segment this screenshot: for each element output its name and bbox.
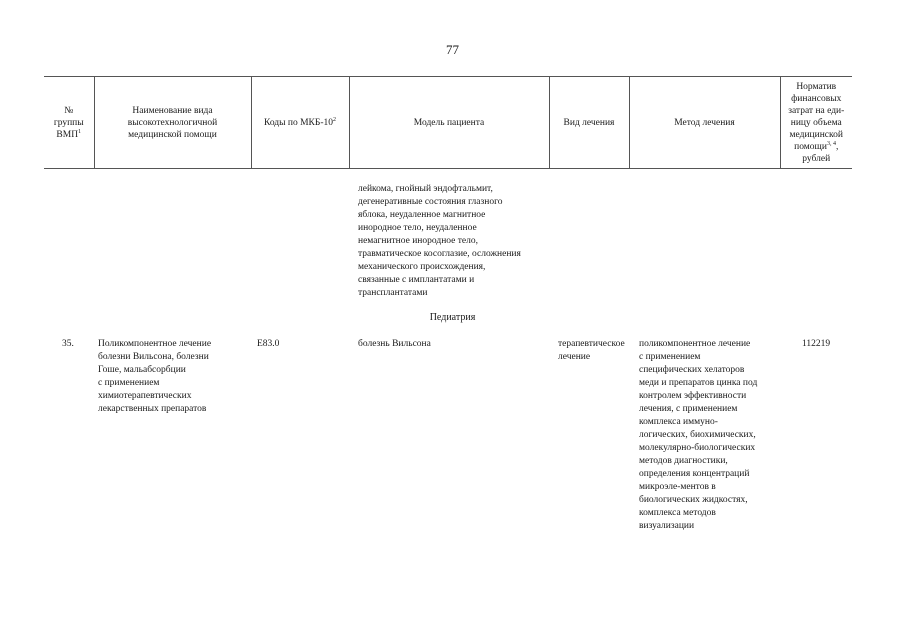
section-title: Педиатрия <box>429 312 476 323</box>
page-number: 77 <box>446 42 459 57</box>
header-care-type: Наименование вида высокотехнологичной медицинской помощи <box>94 77 251 169</box>
header-icd-codes: Коды по МКБ-$10^2$ <box>251 77 349 169</box>
header-patient-model: Модель пациента <box>349 77 549 169</box>
row-treatment-kind: терапевтическое лечение <box>558 339 625 362</box>
header-treatment-method: Метод лечения <box>629 77 780 169</box>
row-patient-model: болезнь Вильсона <box>358 339 431 349</box>
header-group-number: № группы ВМП$^1$ <box>44 77 94 169</box>
row-number: 35. <box>62 339 74 349</box>
header-cost-standard: Норматив финансовых затрат на еди- ницу объема медицинской помощи$^{3, 4}$, рублей <box>780 77 852 169</box>
row-cost: 112219 <box>802 339 831 349</box>
row-care-type: Поликомпонентное лечение болезни Вильсона, болезни Гоше, мальабсорбции с применением химиотерапевтических лекарственных препаратов <box>98 339 212 414</box>
row-treatment-method: поликомпонентное лечение с применением специфических хелаторов меди и препаратов цинка под контролем эффективности лечения, с применением комплекса иммуно- логических, биохимических, молекулярно-биологических методов диагностики, определения концентраций микроэле-ментов в биологических жидкостях, комплекса методов визуализации <box>639 339 758 531</box>
table-header <box>44 76 852 169</box>
header-treatment-kind: Вид лечения <box>549 77 629 169</box>
row-icd-code: E83.0 <box>257 339 280 349</box>
patient-model-continuation: лейкома, гнойный эндофтальмит, дегенеративные состояния глазного яблока, неудаленное магнитное инородное тело, неудаленное немагнитное инородное тело, травматическое косоглазие, осложнения механического происхождения, связанные с имплантатами и трансплантатами <box>358 184 521 298</box>
